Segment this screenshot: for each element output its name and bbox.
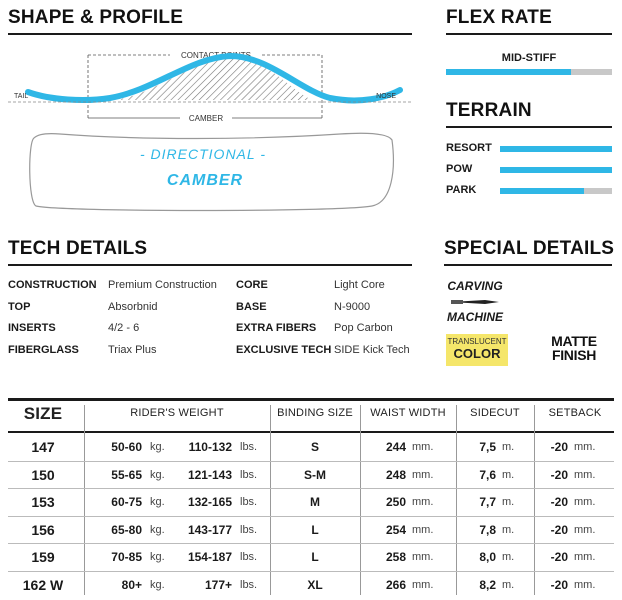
carving-machine-line-1: CARVING [447, 279, 503, 293]
shape-profile-diagram [0, 30, 420, 230]
sidecut-unit: m. [502, 551, 515, 563]
lbs-cell: 132-165 [187, 495, 232, 509]
waist-unit: mm. [412, 578, 434, 591]
tech-value-construction: Premium Construction [108, 279, 217, 291]
lbs-unit: lbs. [240, 496, 258, 508]
tech-key-core: CORE [236, 279, 268, 291]
col-sep-5 [534, 405, 535, 595]
waist-unit: mm. [412, 496, 434, 508]
kg-unit: kg. [150, 468, 165, 481]
binding-cell: S [310, 440, 319, 454]
lbs-cell: 143-177 [187, 522, 232, 537]
flex-rate-bar-fill [446, 69, 571, 75]
tech-key-exclusive-tech: EXCLUSIVE TECH [236, 344, 332, 356]
lbs-cell: 177+ [204, 577, 232, 592]
lbs-unit: lbs. [240, 468, 258, 481]
lbs-unit: lbs. [240, 578, 258, 591]
sidecut-cell: 7,5 [479, 440, 496, 454]
translucent-color-line-1: TRANSLUCENT [447, 337, 507, 346]
col-sep-4 [456, 405, 457, 595]
shape-profile-heading: SHAPE & PROFILE [8, 7, 184, 28]
translucent-color-line-2: COLOR [453, 346, 501, 361]
carving-machine-badge [442, 280, 508, 324]
row-separator [8, 543, 614, 544]
tech-value-base: N-9000 [334, 301, 371, 313]
sidecut-unit: m. [502, 441, 515, 453]
size-table-header-rule [8, 431, 614, 433]
nose-label: NOSE [376, 93, 396, 100]
tech-value-extra-fibers: Pop Carbon [334, 322, 393, 334]
kg-cell: 80+ [121, 577, 142, 592]
lbs-cell: 121-143 [187, 467, 232, 482]
board-profile-text: CAMBER [166, 172, 244, 189]
header-setback: SETBACK [548, 407, 602, 419]
matte-finish-line-2: FINISH [551, 347, 597, 363]
header-binding-size: BINDING SIZE [277, 407, 353, 419]
lbs-cell: 154-187 [187, 550, 232, 564]
tech-key-top: TOP [8, 301, 31, 313]
setback-cell: -20 [550, 522, 568, 537]
header-size: SIZE [23, 404, 63, 423]
matte-finish-line-1: MATTE [551, 333, 597, 349]
lbs-cell: 110-132 [188, 440, 232, 454]
terrain-label-park: PARK [446, 184, 477, 196]
setback-unit: mm. [574, 551, 596, 563]
size-cell: 150 [31, 466, 55, 483]
tail-label: TAIL [14, 93, 29, 100]
sidecut-cell: 7,8 [479, 522, 496, 537]
binding-cell: L [311, 522, 319, 537]
size-cell: 159 [31, 549, 55, 565]
setback-unit: mm. [574, 441, 596, 453]
flex-rate-rule [446, 33, 612, 35]
sidecut-unit: m. [502, 578, 515, 591]
waist-cell: 250 [385, 495, 406, 509]
lbs-unit: lbs. [240, 441, 258, 453]
header-sidecut: SIDECUT [470, 407, 520, 419]
setback-cell: -20 [550, 577, 568, 592]
setback-cell: -20 [550, 440, 568, 454]
size-cell: 156 [31, 521, 55, 538]
special-details-heading: SPECIAL DETAILS [444, 238, 615, 259]
terrain-label-pow: POW [446, 163, 473, 175]
waist-cell: 244 [385, 440, 406, 454]
tech-key-construction: CONSTRUCTION [8, 279, 97, 291]
waist-unit: mm. [412, 441, 434, 453]
lbs-unit: lbs. [240, 523, 258, 536]
terrain-bar-fill-pow [500, 167, 612, 173]
binding-cell: L [311, 550, 319, 564]
terrain-label-resort: RESORT [446, 142, 492, 154]
waist-cell: 248 [385, 467, 406, 482]
sidecut-cell: 7,6 [479, 467, 496, 482]
row-separator [8, 516, 614, 517]
kg-cell: 50-60 [111, 440, 142, 454]
size-cell: 153 [31, 494, 55, 510]
flex-rate-value-label: MID-STIFF [501, 52, 557, 64]
kg-cell: 60-75 [111, 495, 142, 509]
terrain-bar-resort [500, 146, 612, 152]
waist-cell: 254 [385, 522, 406, 537]
tech-key-extra-fibers: EXTRA FIBERS [236, 322, 317, 334]
col-sep-3 [360, 405, 361, 595]
sidecut-cell: 7,7 [479, 495, 496, 509]
row-separator [8, 461, 614, 462]
waist-cell: 266 [385, 577, 406, 592]
setback-cell: -20 [550, 550, 568, 564]
col-sep-2 [270, 405, 271, 595]
tech-details-rule [8, 264, 412, 266]
kg-cell: 70-85 [111, 550, 142, 564]
board-shape-text: - DIRECTIONAL - [140, 146, 266, 162]
kg-cell: 55-65 [111, 467, 142, 482]
terrain-heading: TERRAIN [446, 100, 532, 121]
flex-rate-bar [446, 69, 612, 75]
binding-cell: M [310, 495, 320, 509]
kg-unit: kg. [150, 551, 165, 563]
sidecut-cell: 8,2 [479, 577, 496, 592]
header-waist-width: WAIST WIDTH [370, 407, 446, 419]
row-separator [8, 488, 614, 489]
setback-unit: mm. [574, 578, 596, 591]
kg-cell: 65-80 [111, 522, 142, 537]
translucent-color-badge [446, 334, 508, 366]
tech-details-heading: TECH DETAILS [8, 238, 148, 259]
sidecut-unit: m. [502, 496, 515, 508]
tech-key-base: BASE [236, 301, 267, 313]
knife-icon [447, 298, 503, 306]
lbs-unit: lbs. [240, 551, 258, 563]
flex-rate-heading: FLEX RATE [446, 7, 552, 28]
sidecut-cell: 8,0 [479, 550, 496, 564]
tech-key-fiberglass: FIBERGLASS [8, 344, 79, 356]
kg-unit: kg. [150, 578, 165, 591]
size-cell: 162 W [22, 576, 64, 593]
tech-value-top: Absorbnid [108, 301, 158, 313]
sidecut-unit: m. [502, 523, 515, 536]
col-sep-1 [84, 405, 85, 595]
contact-points-label: CONTACT POINTS [181, 51, 251, 60]
kg-unit: kg. [150, 496, 165, 508]
terrain-bar-fill-resort [500, 146, 612, 152]
kg-unit: kg. [150, 523, 165, 536]
terrain-bar-park [500, 188, 612, 194]
setback-cell: -20 [550, 467, 568, 482]
waist-cell: 258 [385, 550, 406, 564]
camber-span-label: CAMBER [188, 114, 224, 123]
tech-key-inserts: INSERTS [8, 322, 56, 334]
binding-cell: XL [307, 577, 323, 592]
waist-unit: mm. [412, 468, 434, 481]
setback-unit: mm. [574, 496, 596, 508]
kg-unit: kg. [150, 441, 165, 453]
matte-finish-badge [542, 334, 606, 362]
tech-value-core: Light Core [334, 279, 385, 291]
camber-hatch [112, 58, 312, 100]
terrain-bar-pow [500, 167, 612, 173]
setback-cell: -20 [550, 495, 568, 509]
terrain-bar-fill-park [500, 188, 584, 194]
setback-unit: mm. [574, 523, 596, 536]
row-separator [8, 571, 614, 572]
special-details-rule [444, 264, 612, 266]
sidecut-unit: m. [502, 468, 515, 481]
carving-machine-line-2: MACHINE [447, 310, 503, 324]
header-riders-weight: RIDER'S WEIGHT [130, 407, 224, 419]
size-table-top-rule [8, 398, 614, 401]
binding-cell: S-M [304, 467, 326, 482]
size-cell: 147 [31, 439, 55, 455]
tech-value-fiberglass: Triax Plus [108, 344, 157, 356]
waist-unit: mm. [412, 551, 434, 563]
tech-value-inserts: 4/2 - 6 [108, 322, 140, 334]
terrain-rule [446, 126, 612, 128]
tech-value-exclusive-tech: SIDE Kick Tech [334, 344, 410, 356]
waist-unit: mm. [412, 523, 434, 536]
setback-unit: mm. [574, 468, 596, 481]
